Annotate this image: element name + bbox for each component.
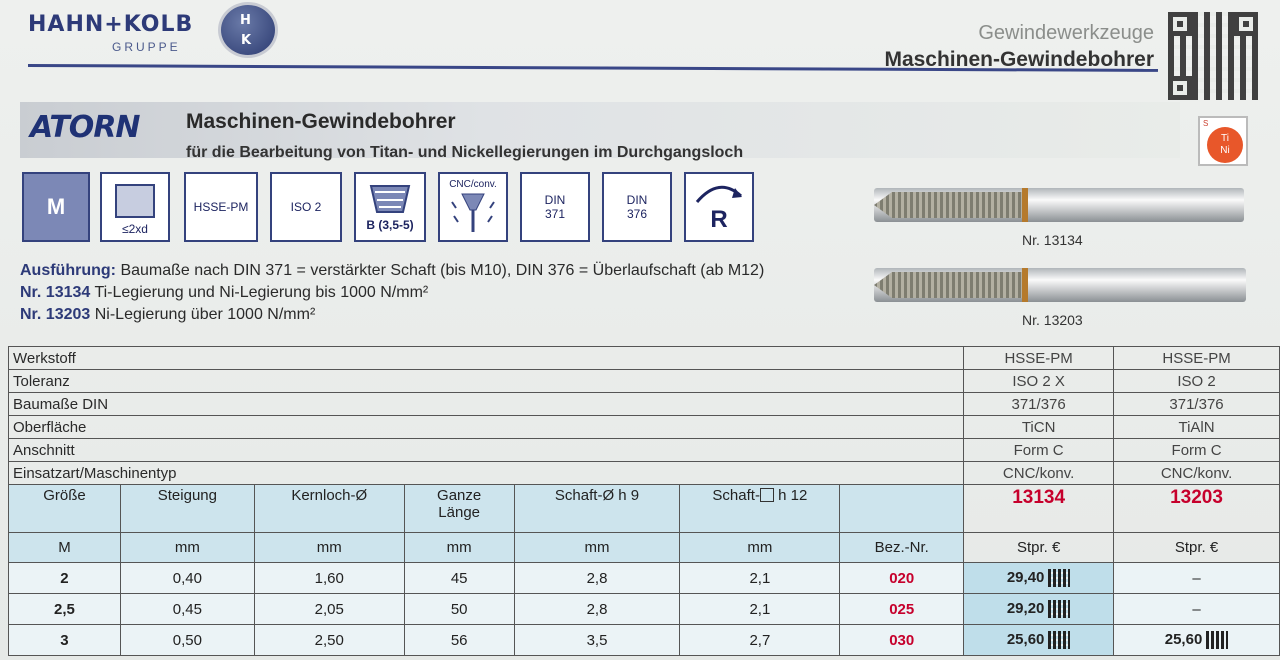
right-hand-thread-icon: R: [684, 172, 754, 242]
datamatrix-icon: [1048, 569, 1070, 587]
spec-ausfuehrung: Ausführung: Baumaße nach DIN 371 = verstärkter Schaft (bis M10), DIN 376 = Überlaufschaft (ab M12): [20, 262, 765, 279]
prop-row: Oberfläche TiCN TiAlN: [9, 416, 1280, 439]
prop-row: Anschnitt Form C Form C: [9, 439, 1280, 462]
tolerance-iso2-icon: ISO 2: [270, 172, 342, 242]
table-row: 2,5 0,45 2,05 50 2,8 2,1 025 29,20 –: [9, 594, 1280, 625]
table-row: 3 0,50 2,50 56 3,5 2,7 030 25,60 25,60: [9, 625, 1280, 656]
tap-13134-image: [874, 188, 1244, 222]
tap-13203-caption: Nr. 13203: [1022, 312, 1083, 328]
material-badge: S Ti Ni: [1198, 116, 1248, 166]
spec-nr-13203: Nr. 13203 Ni-Legierung über 1000 N/mm²: [20, 306, 316, 323]
brand-logo: HAHN+KOLB: [28, 12, 194, 37]
prop-row: Baumaße DIN 371/376 371/376: [9, 393, 1280, 416]
column-header-row: Größe Steigung Kernloch-Ø Ganze Länge Schaft-Ø h 9 Schaft- h 12 13134 13203: [9, 485, 1280, 533]
brand-seal-icon: H K: [218, 2, 278, 58]
din-371-icon: DIN 371: [520, 172, 590, 242]
unit-row: M mm mm mm mm mm Bez.-Nr. Stpr. € Stpr. €: [9, 533, 1280, 563]
product-subtitle: für die Bearbeitung von Titan- und Nickellegierungen im Durchgangsloch: [186, 144, 744, 161]
atorn-logo: ATORN: [30, 110, 140, 145]
tap-13203-image: [874, 268, 1246, 302]
article-13203: 13203: [1170, 487, 1223, 508]
cnc-conventional-icon: CNC/conv.: [438, 172, 508, 242]
table-row: 2 0,40 1,60 45 2,8 2,1 020 29,40 –: [9, 563, 1280, 594]
metric-thread-icon: M: [22, 172, 90, 242]
material-dot-icon: Ti Ni: [1207, 127, 1243, 163]
din-376-icon: DIN 376: [602, 172, 672, 242]
datamatrix-icon: [1048, 600, 1070, 618]
chamfer-form-b-icon: B (3,5-5): [354, 172, 426, 242]
datamatrix-icon: [1048, 631, 1070, 649]
through-hole-depth-icon: ≤2xd: [100, 172, 170, 242]
prop-row: Toleranz ISO 2 X ISO 2: [9, 370, 1280, 393]
prop-row: Einsatzart/Maschinentyp CNC/konv. CNC/konv.: [9, 462, 1280, 485]
product-title: Maschinen-Gewindebohrer: [186, 110, 456, 133]
datamatrix-icon: [1206, 631, 1228, 649]
product-table: [8, 346, 1280, 656]
square-icon: [760, 488, 774, 502]
qr-code-icon: [1168, 12, 1258, 100]
material-hsse-pm-icon: HSSE-PM: [184, 172, 258, 242]
category-label: Gewindewerkzeuge: [978, 22, 1154, 44]
tap-13134-caption: Nr. 13134: [1022, 232, 1083, 248]
article-13134: 13134: [1012, 487, 1066, 508]
prop-row: Werkstoff HSSE-PM HSSE-PM: [9, 347, 1280, 370]
spec-nr-13134: Nr. 13134 Ti-Legierung und Ni-Legierung bis 1000 N/mm²: [20, 284, 429, 301]
brand-group: GRUPPE: [112, 40, 181, 54]
category-title: Maschinen-Gewindebohrer: [884, 48, 1154, 71]
